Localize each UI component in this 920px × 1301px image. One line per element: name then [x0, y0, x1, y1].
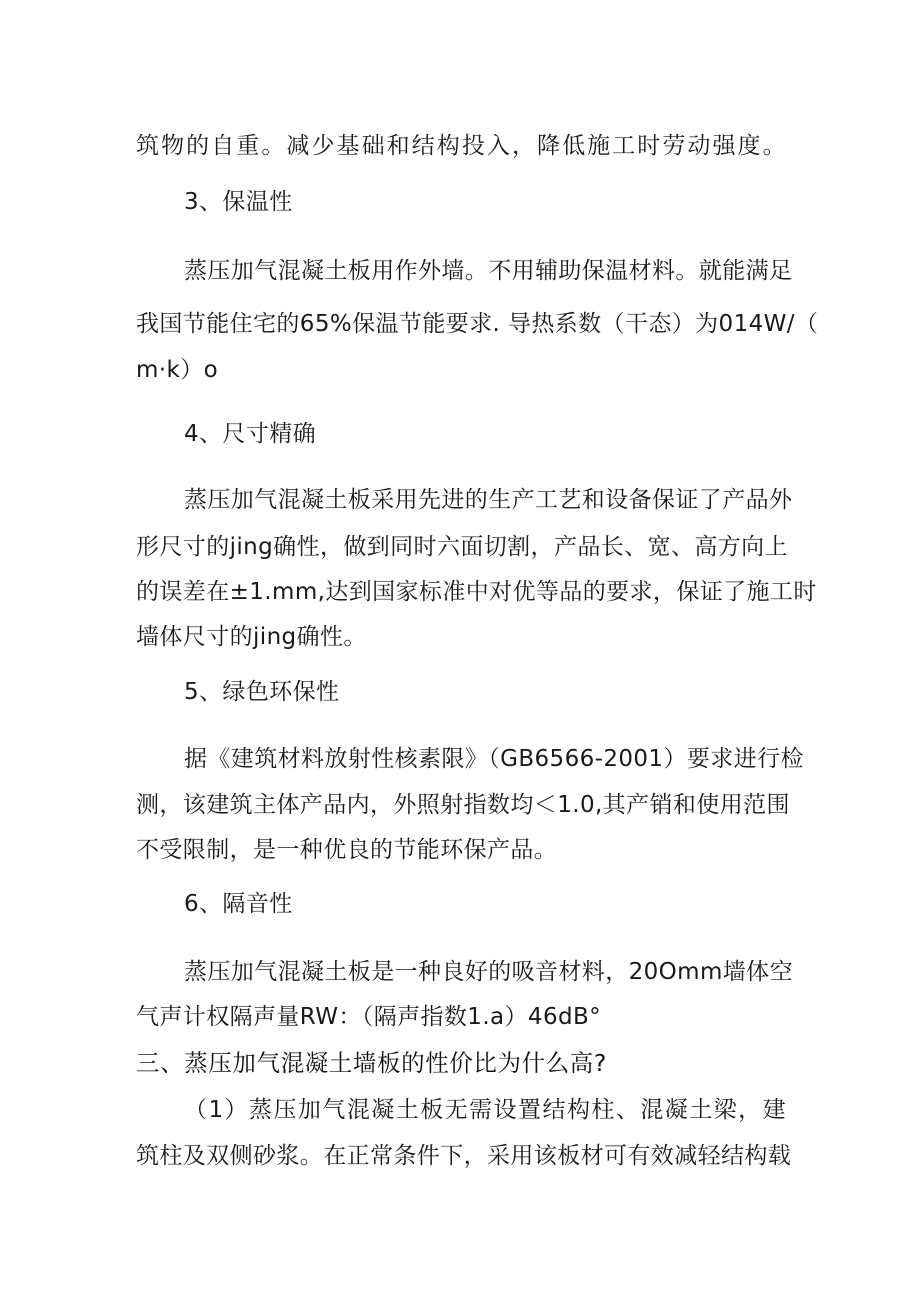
- paragraph-line: 蒸压加气混凝土板采用先进的生产工艺和设备保证了产品外: [184, 487, 793, 513]
- paragraph-line: 不受限制，是一种优良的节能环保产品。: [136, 837, 558, 863]
- paragraph-line: 的误差在±1.mm,达到国家标准中对优等品的要求，保证了施工时: [136, 579, 817, 605]
- paragraph-line: 据《建筑材料放射性核素限》（GB6566-2001）要求进行检: [184, 746, 804, 772]
- paragraph-line: 蒸压加气混凝土板是一种良好的吸音材料，20Omm墙体空: [184, 959, 793, 985]
- paragraph-line: 蒸压加气混凝土板用作外墙。不用辅助保温材料。就能满足: [184, 258, 793, 284]
- paragraph-line: 筑物的自重。减少基础和结构投入，降低施工时劳动强度。: [136, 133, 786, 159]
- paragraph-line: m·k）o: [136, 357, 219, 383]
- section-heading-eco: 5、绿色环保性: [184, 679, 340, 705]
- paragraph-line: （1）蒸压加气混凝土板无需设置结构柱、混凝土梁，建: [184, 1097, 786, 1123]
- paragraph-line: 墙体尺寸的jing确性。: [136, 624, 367, 650]
- paragraph-line: 筑柱及双侧砂浆。在正常条件下，采用该板材可有效减轻结构载: [136, 1143, 792, 1169]
- paragraph-line: 我国节能住宅的65%保温节能要求. 导热系数（干态）为014W/（: [136, 311, 819, 337]
- section-heading-precision: 4、尺寸精确: [184, 421, 317, 447]
- section-heading-insulation: 3、保温性: [184, 189, 293, 215]
- section-heading-soundproof: 6、隔音性: [184, 891, 293, 917]
- paragraph-line: 气声计权隔声量RW：（隔声指数1.a）46dB°: [136, 1004, 602, 1030]
- chapter-heading: 三、蒸压加气混凝土墙板的性价比为什么高?: [136, 1049, 607, 1077]
- paragraph-line: 形尺寸的jing确性，做到同时六面切割，产品长、宽、高方向上: [136, 534, 788, 560]
- paragraph-line: 测，该建筑主体产品内，外照射指数均＜1.0,其产销和使用范围: [136, 792, 790, 818]
